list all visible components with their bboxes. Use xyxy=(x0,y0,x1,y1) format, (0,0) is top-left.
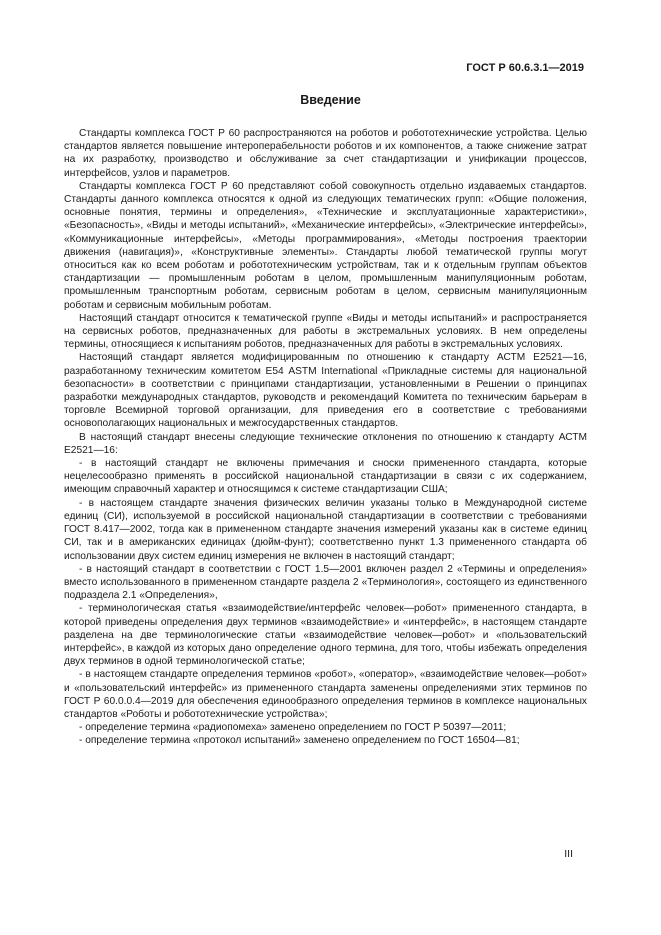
list-item: - в настоящий стандарт в соответствии с ГОСТ 1.5—2001 включен раздел 2 «Термины и определения» вместо использованного в примененном стандарте раздела 2 «Терминология», состоящего из единственного подраздела 2.1 «Определения», xyxy=(64,563,587,602)
list-item: - определение термина «протокол испытаний» заменено определением по ГОСТ 16504—81; xyxy=(79,735,520,747)
list-item: - определение термина «радиопомеха» заменено определением по ГОСТ Р 50397—2011; xyxy=(79,722,507,734)
page-number: III xyxy=(564,848,573,860)
document-code: ГОСТ Р 60.6.3.1—2019 xyxy=(466,62,584,74)
paragraph: Настоящий стандарт относится к тематической группе «Виды и методы испытаний» и распространяется на сервисных роботов, предназначенных для работы в экстремальных условиях. В нем определены термины, относящиеся к испытаниям роботов, предназначенных для работы в экстремальных условиях. xyxy=(64,312,587,351)
paragraph: В настоящий стандарт внесены следующие технические отклонения по отношению к стандарту АСТМ Е2521—16: xyxy=(64,431,587,456)
section-title: Введение xyxy=(300,93,361,107)
list-item: - в настоящем стандарте определения терминов «робот», «оператор», «взаимодействие человек—робот» и «пользовательский интерфейс» из примененного стандарта заменены определениями этих терминов по ГОСТ Р 60.0.0.4—2019 для обеспечения единообразного определения терминов в комплексе национальных стандартов «Роботы и робототехнические устройства»; xyxy=(64,669,587,720)
paragraph: Стандарты комплекса ГОСТ Р 60 распространяются на роботов и робототехнические устройства. Целью стандартов является повышение интероперабельности роботов и их компонентов, а также снижение затрат на их разработку, производство и обслуживание за счет стандартизации и унификации процессов, интерфейсов, узлов и параметров. xyxy=(64,128,587,179)
list-item: - в настоящем стандарте значения физических величин указаны только в Международной системе единиц (СИ), используемой в российской национальной стандартизации в соответствии с требованиями ГОСТ 8.417—2002, тогда как в примененном стандарте значения измерений указаны как в системе единиц СИ, так и в американских единицах (дюйм-фунт); соответственно пункт 1.3 примененного стандарта об использовании двух систем единиц измерения не включен в настоящий стандарт; xyxy=(64,497,587,562)
document-body xyxy=(64,127,587,748)
paragraph: Настоящий стандарт является модифицированным по отношению к стандарту АСТМ Е2521—16, разработанному техническим комитетом Е54 ASTM International «Прикладные системы для национальной безопасности» в соответствии с принципами стандартизации, установленными в Решении о принципах разработки международных стандартов, руководств и рекомендаций Комитета по техническим барьерам в торговле Всемирной торговой организации, для приведения его в соответствие с требованиями основополагающих национальных и межгосударственных стандартов. xyxy=(64,352,587,430)
list-item: - терминологическая статья «взаимодействие/интерфейс человек—робот» примененного стандарта, в которой приведены определения двух терминов «взаимодействие» и «интерфейс», в настоящем стандарте разделена на две терминологические статьи «взаимодействие человек—робот» и «пользовательский интерфейс», в каждой из которых дано определение одного термина, для того, чтобы избежать определения двух терминов в одной терминологической статье; xyxy=(64,603,587,668)
list-item: - в настоящий стандарт не включены примечания и сноски примененного стандарта, которые нецелесообразно применять в российской национальной стандартизации в связи с их содержанием, имеющим справочный характер и относящимся к системе стандартизации США; xyxy=(64,458,587,496)
paragraph: Стандарты комплекса ГОСТ Р 60 представляют собой совокупность отдельно издаваемых стандартов. Стандарты данного комплекса относятся к одной из следующих тематических групп: «Общие положения, основные понятия, термины и определения», «Технические и эксплуатационные характеристики», «Безопасность», «Виды и методы испытаний», «Механические интерфейсы», «Электрические интерфейсы», «Коммуникационные интерфейсы», «Методы программирования», «Методы построения траектории движения (навигация)», «Конструктивные элементы». Стандарты любой тематической группы могут относиться как ко всем роботам и робототехническим устройствам, так и к отдельным группам объектов стандартизации — промышленным роботам в целом, промышленным манипуляционным роботам, промышленным транспортным роботам, сервисным роботам в целом, сервисным манипуляционным роботам и сервисным мобильным роботам. xyxy=(64,180,587,311)
